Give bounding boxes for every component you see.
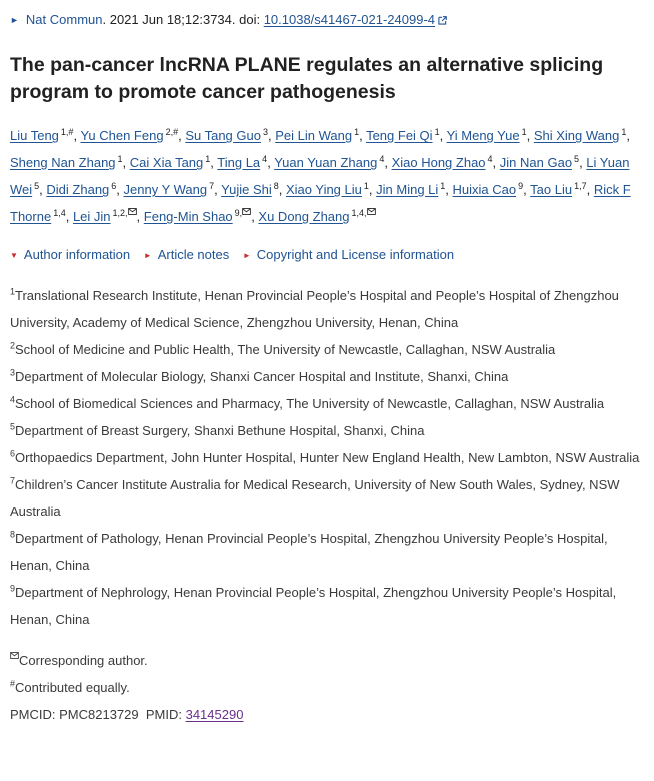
author-entry [217,155,267,170]
author-affiliation-marker: 1 [363,180,369,191]
author-entry [258,209,375,224]
author-link[interactable]: Pei Lin Wang [275,128,353,143]
author-link[interactable]: Sheng Nan Zhang [10,155,116,170]
article-ids: PMCID: PMC8213729 PMID: 34145290 [10,707,244,722]
author-link[interactable]: Huixia Cao [452,182,517,197]
author-affiliation-marker: 1,2, [113,208,137,218]
author-affiliation-marker: 1 [117,153,123,164]
author-affiliation-marker: 7 [209,180,215,191]
author-link[interactable]: Didi Zhang [46,182,110,197]
author-affiliation-marker: 1 [440,180,446,191]
affiliation-item: $^8$Department of Pathology, Henan Provincial People’s Hospital, Zhengzhou University People’s Hospital, Henan, China [10,529,608,573]
envelope-icon [10,652,19,659]
author-link[interactable]: Tao Liu [530,182,573,197]
author-entry [453,182,524,197]
affiliation-item: $^2$School of Medicine and Public Health, The University of Newcastle, Callaghan, NSW Australia [10,340,556,357]
author-affiliation-marker: 1,4 [53,207,66,218]
caret-right-icon: ► [10,15,19,25]
author-affiliation-marker: 5 [574,153,580,164]
author-link[interactable]: Shi Xing Wang [533,128,620,143]
author-link[interactable]: Lei Jin [72,209,111,224]
author-link[interactable]: Yi Meng Yue [446,128,520,143]
article-title: The pan-cancer lncRNA PLANE regulates an alternative splicing program to promote cancer pathogenesis [10,54,604,103]
author-affiliation-marker: 9, [235,208,252,218]
author-entry [447,128,527,143]
author-link[interactable]: Yu Chen Feng [80,128,164,143]
affiliation-list [10,282,644,633]
affiliation-item: $^5$Department of Breast Surgery, Shanxi Bethune Hospital, Shanxi, China [10,421,425,438]
author-affiliation-marker: 1 [521,126,527,137]
author-affiliation-marker: 8 [273,180,279,191]
author-affiliation-marker: 9 [518,180,524,191]
author-link[interactable]: Yujie Shi [221,182,272,197]
author-info-toggle[interactable]: ▼ Author information [10,247,131,262]
author-entry [130,155,211,170]
affiliation-item: $^4$School of Biomedical Sciences and Pharmacy, The University of Newcastle, Callaghan, NSW Australia [10,394,605,411]
author-entry [80,128,178,143]
author-link[interactable]: Liu Teng [10,128,59,143]
author-entry [534,128,627,143]
author-link[interactable]: Rick F Thorne [10,182,631,224]
external-link-icon[interactable] [438,16,447,25]
author-affiliation-marker: 4 [379,153,385,164]
article-header [0,11,654,728]
author-list: Liu Teng $^{1,\#}$, Yu Chen Feng $^{2,\#}$, Su Tang Guo $^3$, Pei Lin Wang $^1$, Teng Fei Qi $^1$, Yi Meng Yue $^1$, Shi Xing Wang $^1$, Sheng Nan Zhang $^1$, Cai Xia Tang $^1$, Ting La $^4$, Yuan Yuan Zhang $^4$, Xiao Hong Zhao $^4$, Jin Nan Gao $^5$, Li Yuan Wei $^5$, Didi Zhang $^6$, Jenny Y Wang $^7$, Yujie Shi $^8$, Xiao Ying Liu $^1$, Jin Ming Li $^1$, Huixia Cao $^9$, Tao Liu $^{1,7}$, Rick F Thorne $^{1,4}$, Lei Jin $^{1,2,}$ , Feng-Min Shao $^{9,}$ , Xu Dong Zhang $^{1,4,}$ [10,126,631,224]
affiliation-item: $^9$Department of Nephrology, Henan Provincial People’s Hospital, Zhengzhou University People’s Hospital, Henan, China [10,583,617,627]
author-affiliation-marker: 5 [34,180,40,191]
author-entry [286,182,369,197]
author-entry [530,182,586,197]
author-affiliation-marker: 4 [262,153,268,164]
author-link[interactable]: Xu Dong Zhang [258,209,350,224]
author-affiliation-marker: 1,7 [574,180,587,191]
doi-link[interactable]: 10.1038/s41467-021-24099-4 [263,12,435,27]
equal-contribution-note: #Contributed equally. [10,678,130,695]
author-affiliation-marker: 1 [205,153,211,164]
journal-link[interactable]: Nat Commun [25,12,103,27]
author-link[interactable]: Xiao Hong Zhao [391,155,486,170]
citation-line [10,11,644,30]
envelope-icon[interactable] [128,208,137,218]
info-toggles [10,246,644,266]
envelope-icon[interactable] [242,208,251,218]
author-entry [392,155,493,170]
corresponding-note: Corresponding author. [10,647,644,674]
copyright-toggle[interactable]: ► Copyright and License information [242,247,455,262]
author-affiliation-marker: 1 [434,126,440,137]
article-notes-toggle[interactable]: ► Article notes [143,247,230,262]
author-entry [10,155,123,170]
author-notes [10,647,644,701]
author-entry [274,155,384,170]
author-affiliation-marker: 1 [354,126,360,137]
author-link[interactable]: Li Yuan Wei [10,155,630,197]
pmid-link[interactable]: 34145290 [185,707,244,722]
author-link[interactable]: Jin Ming Li [376,182,439,197]
author-affiliation-marker: 2,# [165,126,179,137]
affiliation-item: $^6$Orthopaedics Department, John Hunter Hospital, Hunter New England Health, New Lambton, NSW Australia [10,448,640,465]
author-affiliation-marker: 1,4, [352,208,376,218]
caret-right-icon: ► [143,251,152,260]
author-entry [221,182,279,197]
author-entry [500,155,579,170]
author-link[interactable]: Yuan Yuan Zhang [274,155,378,170]
author-link[interactable]: Feng-Min Shao [143,209,233,224]
affiliation-item: $^7$Children’s Cancer Institute Australia for Medical Research, University of New South Wales, Sydney, NSW Australia [10,475,620,519]
author-entry [366,128,440,143]
affiliation-item: $^1$Translational Research Institute, Henan Provincial People’s Hospital and People’s Hospital of Zhengzhou University, Academy of Medical Science, Zhengzhou University, Henan, China [10,286,619,330]
author-link[interactable]: Teng Fei Qi [366,128,433,143]
author-entry [124,182,215,197]
envelope-icon[interactable] [367,208,376,218]
author-entry [73,209,137,224]
caret-right-icon: ► [242,251,251,260]
author-link[interactable]: Cai Xia Tang [129,155,204,170]
affiliation-item: $^3$Department of Molecular Biology, Shanxi Cancer Hospital and Institute, Shanxi, China [10,367,509,384]
author-entry [185,128,268,143]
author-entry [275,128,359,143]
caret-down-icon: ▼ [10,251,18,260]
author-link[interactable]: Xiao Ying Liu [285,182,362,197]
author-affiliation-marker: 4 [487,153,493,164]
author-entry [376,182,445,197]
pmcid-value: PMC8213729 [59,707,139,722]
author-entry [10,128,73,143]
author-entry [144,209,251,224]
author-affiliation-marker: 3 [262,126,268,137]
citation-details: . 2021 Jun 18;12:3734. doi: [102,12,264,27]
author-link[interactable]: Jenny Y Wang [123,182,208,197]
author-affiliation-marker: 1,# [60,126,74,137]
author-affiliation-marker: 1 [621,126,627,137]
author-entry [46,182,116,197]
author-link[interactable]: Ting La [217,155,261,170]
author-link[interactable]: Su Tang Guo [185,128,261,143]
author-link[interactable]: Jin Nan Gao [499,155,573,170]
author-affiliation-marker: 6 [111,180,117,191]
